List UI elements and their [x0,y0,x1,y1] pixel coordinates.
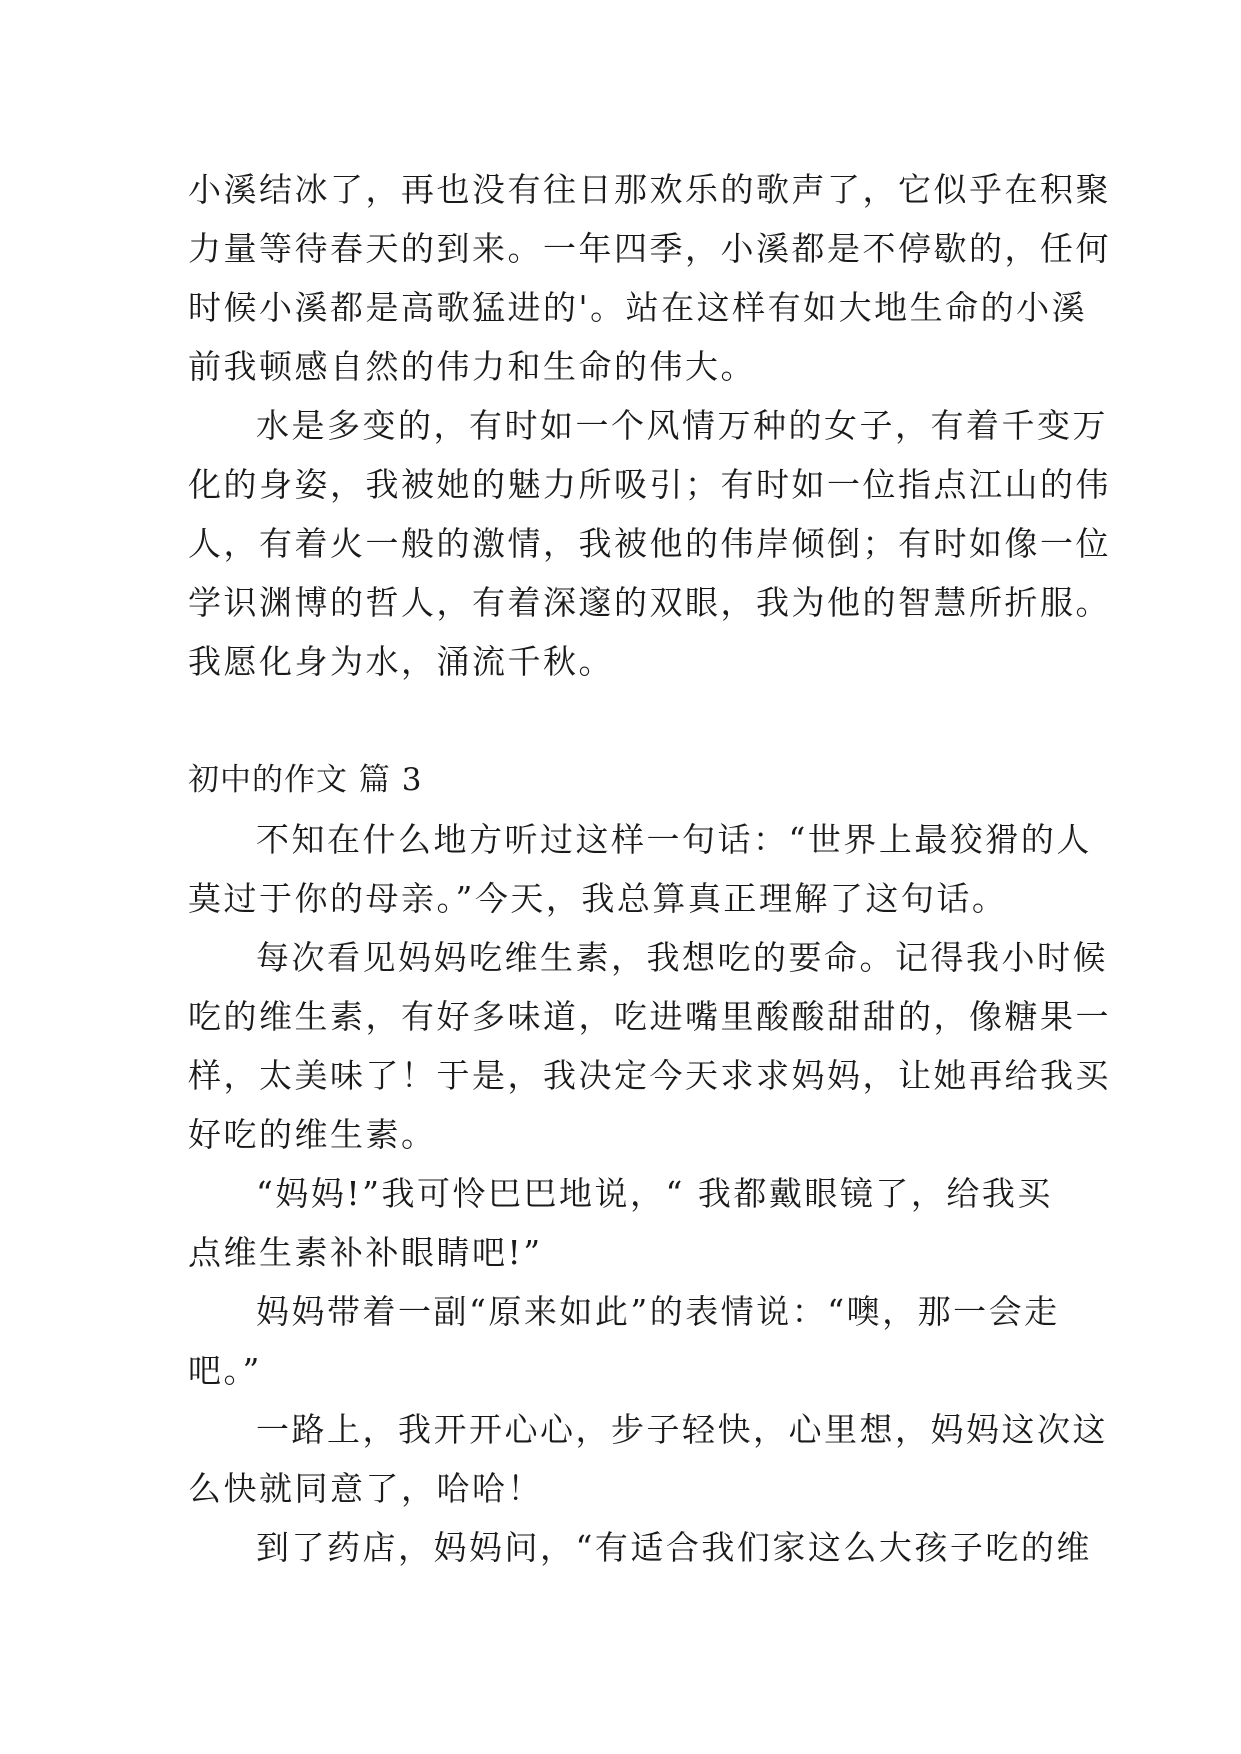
paragraph-stream-frozen [188,160,1111,396]
paragraph-dialogue-2 [188,1282,1058,1400]
text-line: 学识渊博的哲人，有着深邃的双眼，我为他的智慧所折服。 [188,583,1111,622]
text-line: 一路上，我开开心心，步子轻快，心里想，妈妈这次这 [256,1410,1108,1449]
text-line: 小溪结冰了，再也没有往日那欢乐的歌声了，它似乎在积聚 [188,170,1111,209]
text-line: 我愿化身为水，涌流千秋。 [188,642,614,681]
section-heading: 初中的作文 篇 3 [188,762,423,798]
text-line: 到了药店，妈妈问，“有适合我们家这么大孩子吃的维 [256,1528,1092,1567]
text-line: 前我顿感自然的伟力和生命的伟大。 [188,347,756,386]
text-line: 时候小溪都是高歌猛进的'。站在这样有如大地生命的小溪 [188,288,1088,327]
paragraph-dialogue-1 [188,1164,1058,1282]
text-line: 点维生素补补眼睛吧!” [188,1233,543,1272]
document-page [188,160,1111,1577]
paragraph-vitamins [188,928,1111,1164]
paragraph-mother-quote [188,810,1092,928]
text-line: 水是多变的，有时如一个风情万种的女子，有着千变万 [256,406,1108,445]
text-line: 不知在什么地方听过这样一句话：“世界上最狡猾的人 [256,820,1092,859]
text-line: 吧。” [188,1351,262,1390]
text-line: 妈妈带着一副“原来如此”的表情说：“噢，那一会走 [256,1292,1060,1331]
section-gap [188,691,1058,751]
text-line: 力量等待春天的到来。一年四季，小溪都是不停歇的，任何 [188,229,1111,268]
text-line: 么快就同意了，哈哈！ [188,1469,543,1508]
text-line: 化的身姿，我被她的魅力所吸引；有时如一位指点江山的伟 [188,465,1111,504]
text-line: 人，有着火一般的激情，我被他的伟岸倾倒；有时如像一位 [188,524,1111,563]
paragraph-on-the-way [188,1400,1108,1518]
text-line: 吃的维生素，有好多味道，吃进嘴里酸酸甜甜的，像糖果一 [188,997,1111,1036]
text-line: “妈妈!”我可怜巴巴地说，“ 我都戴眼镜了，给我买 [256,1174,1053,1213]
text-line: 每次看见妈妈吃维生素，我想吃的要命。记得我小时候 [256,938,1108,977]
text-line: 样，太美味了！于是，我决定今天求求妈妈，让她再给我买 [188,1056,1111,1095]
paragraph-pharmacy [188,1518,1092,1577]
paragraph-water [188,396,1111,691]
text-line: 好吃的维生素。 [188,1115,437,1154]
text-line: 莫过于你的母亲。”今天，我总算真正理解了这句话。 [188,879,1008,918]
